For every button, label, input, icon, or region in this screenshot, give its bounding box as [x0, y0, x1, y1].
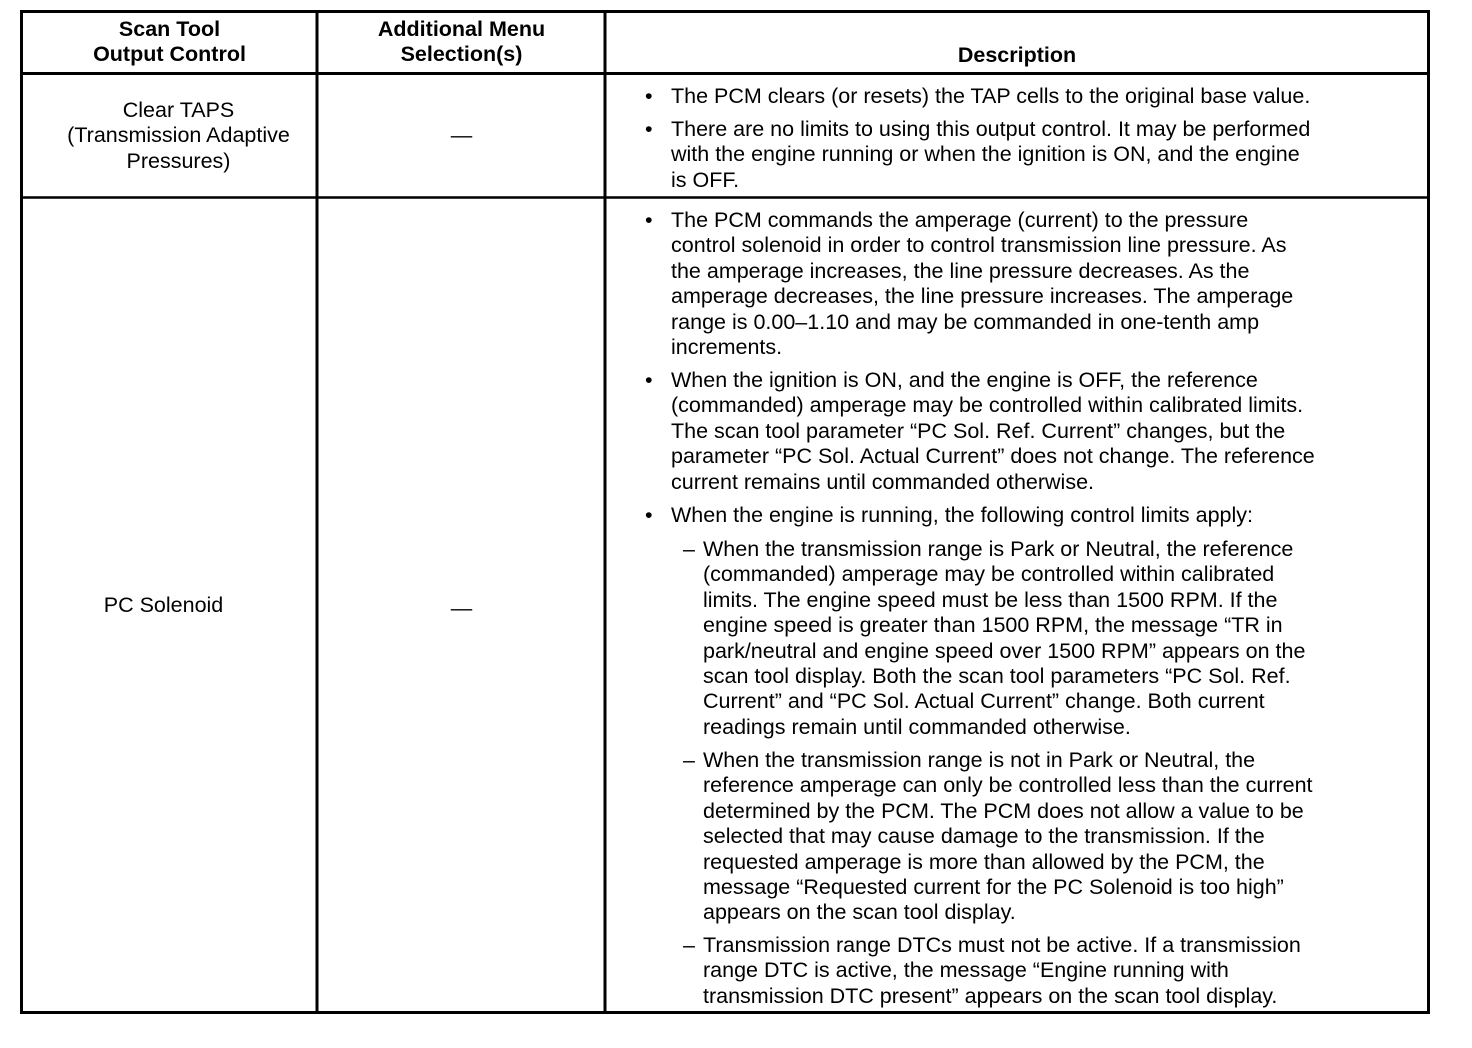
dash-icon: – [683, 537, 695, 561]
pc-solenoid-bullet-3: • When the engine is running, the following control limits apply: [645, 503, 1254, 527]
clear-taps-bullet-2: • There are no limits to using this output control. It may be performed with the engine running or when the ignition is ON, and the engine is OFF. [645, 117, 1311, 192]
dash-icon: – [683, 933, 695, 957]
pc-solenoid-bullet-2: • When the ignition is ON, and the engine is OFF, the reference (commanded) amperage may be controlled within calibrated limits. The scan tool parameter “PC Sol. Ref. Current” changes, but the parameter “PC Sol. Actual Current” does not change. The reference current remains until commanded otherwise. [645, 368, 1315, 494]
row-clear-taps-menu: — [450, 123, 473, 147]
row-clear-taps-control: Clear TAPS (Transmission Adaptive Pressures) [67, 98, 290, 173]
bullet-icon: • [645, 503, 653, 527]
bullet-icon: • [645, 208, 653, 232]
clear-taps-bullet-1: • The PCM clears (or resets) the TAP cells to the original base value. [645, 84, 1311, 108]
dash-icon: – [683, 748, 695, 772]
row-pc-solenoid-control: PC Solenoid [103, 593, 224, 617]
bullet-icon: • [645, 84, 653, 108]
header-additional-menu-selections: Additional Menu Selection(s) [377, 17, 546, 66]
pc-solenoid-bullet-1: • The PCM commands the amperage (current) to the pressure control solenoid in order to control transmission line pressure. As the amperage increases, the line pressure decreases. As the amperage decreases, the line pressure increases. The amperage range is 0.00–1.10 and may be commanded in one-tenth amp increments. [645, 208, 1294, 360]
header-description: Description [957, 43, 1077, 67]
pc-solenoid-subitem-1: – When the transmission range is Park or Neutral, the reference (commanded) amperage may be controlled within calibrated limits. The engine speed must be less than 1500 RPM. If the engine speed is greater than 1500 RPM, the message “TR in park/neutral and engine speed over 1500 RPM” appears on the scan tool display. Both the scan tool parameters “PC Sol. Ref. Current” and “PC Sol. Actual Current” change. Both current readings remain until commanded otherwise. [683, 537, 1306, 739]
pc-solenoid-subitem-2: – When the transmission range is not in Park or Neutral, the reference amperage can only be controlled less than the current determined by the PCM. The PCM does not allow a value to be selected that may cause damage to the transmission. If the requested amperage is more than allowed by the PCM, the message “Requested current for the PC Solenoid is too high” appears on the scan tool display. [683, 748, 1313, 925]
bullet-icon: • [645, 368, 653, 392]
header-scan-tool-output-control: Scan Tool Output Control [93, 17, 246, 66]
pc-solenoid-subitem-3: – Transmission range DTCs must not be active. If a transmission range DTC is active, the message “Engine running with transmission DTC present” appears on the scan tool display. [683, 933, 1301, 1008]
row-pc-solenoid-menu: — [450, 596, 473, 620]
bullet-icon: • [645, 117, 653, 141]
